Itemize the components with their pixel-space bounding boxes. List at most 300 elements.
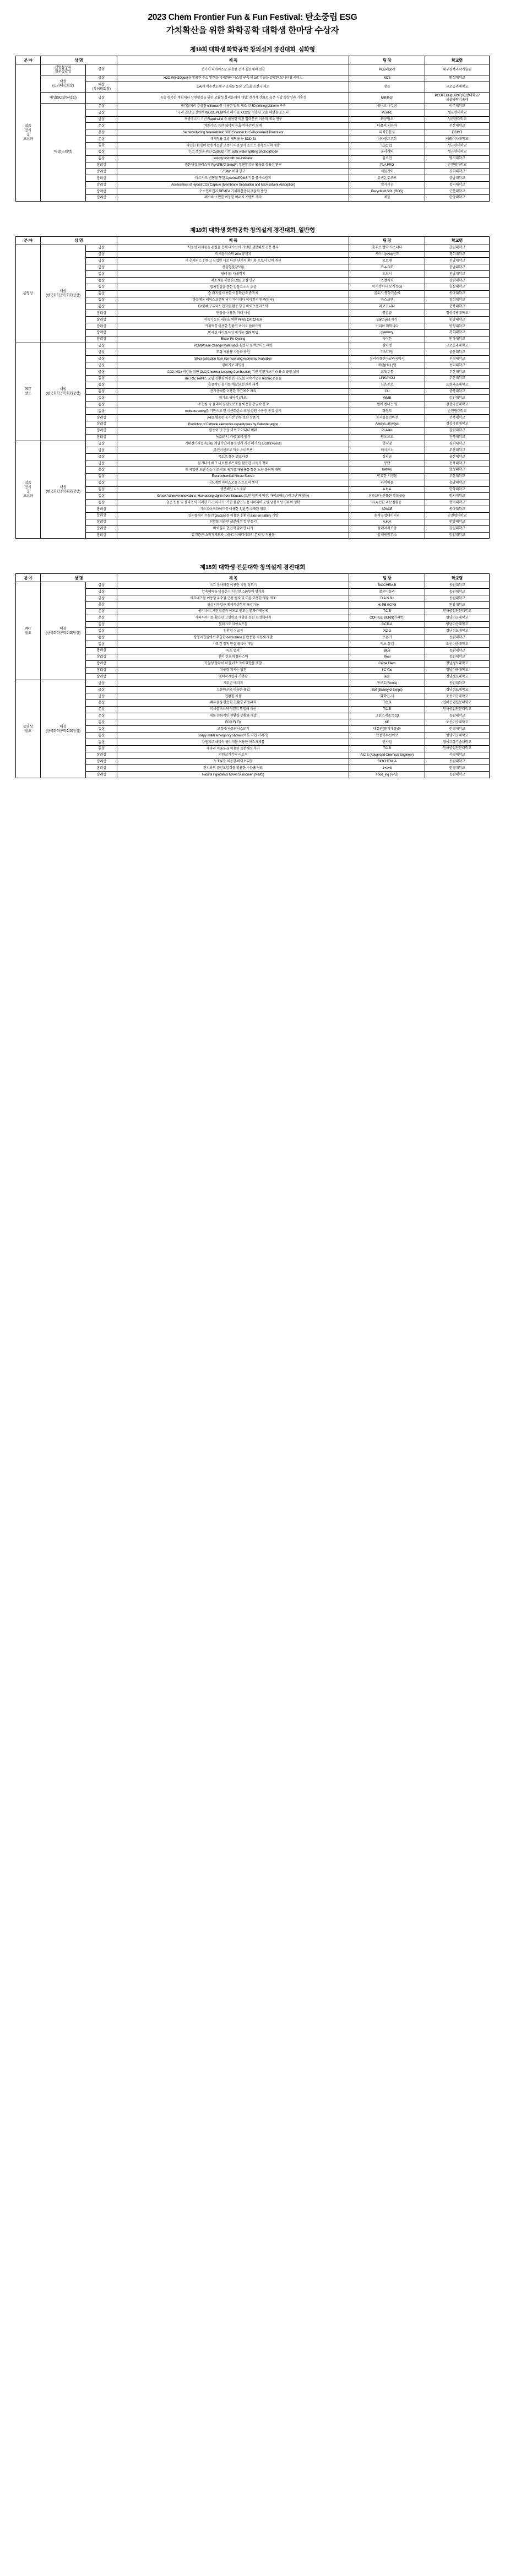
prize-cell: 장려상 (86, 310, 117, 317)
school-name-cell: 경희대학교 (425, 329, 490, 336)
prize-cell: 금상 (86, 582, 117, 589)
project-title-cell: 제파리 미융물을 이용한 생분해성 후거 (117, 745, 349, 752)
project-title-cell: 액화수소 기반 에너지 유효-비타민의 실계 (117, 123, 349, 129)
project-title-cell: 재기물처리 추출한 cellulose를 이용한 압도 제조 및 3D printing platform 구축 (117, 103, 349, 110)
prize-cell: 동상 (86, 480, 117, 486)
table-row (16, 519, 490, 525)
prize-cell: 장려상 (86, 317, 117, 323)
column-header: 학교명 (425, 236, 490, 245)
column-header: 제 목 (117, 236, 349, 245)
school-name-cell: 인하공업전문대학교 (425, 745, 490, 752)
prize-cell: 장려상 (86, 506, 117, 513)
table-row (16, 290, 490, 297)
school-name-cell: 금오공과대학교 (425, 82, 490, 93)
project-title-cell: 친환경 싱크지 (117, 628, 349, 634)
project-title-cell: 전기차 디바이스로 유용한 전기 집전체의 변신 (117, 64, 349, 75)
school-name-cell: 동원대학교 (425, 758, 490, 765)
team-name-cell: greenery (349, 329, 425, 336)
column-header: 상 명 (40, 574, 117, 582)
project-title-cell: 친활물 이용한 생분해성 컵 만들기 (117, 519, 349, 525)
award-section (15, 226, 490, 539)
school-name-cell: 인하공업전문대학교 (425, 706, 490, 713)
school-name-cell: 성균관대학교 (425, 116, 490, 123)
prize-cell: 금상 (86, 349, 117, 356)
project-title-cell: Better Re Cycling (117, 336, 349, 343)
school-name-cell: 전북대학교 (425, 434, 490, 441)
prize-cell: 금상 (86, 447, 117, 454)
prize-cell: 은상 (86, 615, 117, 621)
project-title-cell: 진이 신호에 플라스틱 (117, 654, 349, 660)
sections-container (15, 45, 490, 778)
project-title-cell: 폐조제를 이용한 CO2 포집 연구 (117, 278, 349, 284)
school-name-cell: 강원대학교 (425, 427, 490, 434)
prize-cell: 동상 (86, 402, 117, 408)
school-name-cell: 순천향대학교 (425, 512, 490, 519)
project-title-cell: 계요곤 베리지 (117, 680, 349, 687)
prize-cell: 금상 (86, 356, 117, 362)
awards-table (15, 573, 490, 778)
table-row (16, 264, 490, 271)
column-header: 학교명 (425, 56, 490, 64)
team-name-cell: Earth yes 지기 (349, 317, 425, 323)
team-name-cell: ace (349, 674, 425, 680)
project-title-cell: 벼 껍질 속 물리의 실릴로로소물 이용한 층금속 흡착 (117, 402, 349, 408)
prize-cell: 장려상 (86, 162, 117, 169)
prize-cell: 장려상 (86, 169, 117, 175)
prize-cell: 동상 (86, 142, 117, 149)
column-header: 팀 장 (349, 236, 425, 245)
prize-cell: 장려상 (86, 336, 117, 343)
school-name-cell: 동원대학교 (425, 589, 490, 595)
section-title: 제18회 대학생 전문대학 창의설계 경진대회 (199, 564, 306, 571)
project-title-cell: 물레크로 마이쇼트물 (117, 621, 349, 628)
school-name-cell: 동원대학교 (425, 582, 490, 589)
prize-cell: 장려상 (86, 434, 117, 441)
project-title-cell: Green Adhesive innovations: Harnessing Lignin from Biomass (고친 협착제 혁신: 바이오매스 'r리그닌'의 활용) (117, 493, 349, 500)
project-title-cell: 커피찌꺼기를 활용한 고형연료 개발을 통한 청정에너지 (117, 615, 349, 621)
project-title-cell: 중견이센로류 막소 스마트변 (117, 447, 349, 454)
project-title-cell: A4를 활용한 농시간 전류 보완 장품기 (117, 415, 349, 421)
team-name-cell: PLA FRO (349, 162, 425, 169)
school-name-cell: 중북대학교 (425, 388, 490, 395)
prize-cell: 장려상 (86, 512, 117, 519)
team-name-cell: WMB (349, 395, 425, 402)
school-name-cell: 조선이공대학교 (425, 719, 490, 726)
award-group-cell: 대상(SCI발론학회) (40, 93, 86, 104)
table-row (16, 532, 490, 539)
team-name-cell: 대통민(롤기개롤)물 (349, 726, 425, 733)
team-name-cell: A.H.A (349, 486, 425, 493)
team-name-cell: T.C.B (349, 745, 425, 752)
team-name-cell: 화공팀코 (349, 116, 425, 123)
table-row (16, 336, 490, 343)
project-title-cell: 생분해성 물라스틱 PLA/PBAT blend의 유연활성물 활용을 상용성 연구 (117, 162, 349, 169)
project-title-cell: 구리 권단 공정연에 WOOL PILM에서 폐기물: CO2를 이용한 고온 해열을 포스터 (117, 110, 349, 116)
table-row (16, 726, 490, 733)
team-name-cell: 김오전 (349, 155, 425, 162)
project-title-cell: 거대전기자동차LNG 적합기반의 유정설계 개선 폐기스(집GIFT:Proxe) (117, 441, 349, 447)
team-name-cell: I C You (349, 667, 425, 674)
team-name-cell: 물녀로 나무곰 (349, 103, 425, 110)
prize-cell: 은상 (86, 129, 117, 136)
team-name-cell: 유비온무로프 (349, 175, 425, 182)
table-header-row (16, 236, 490, 245)
prize-cell: 금상 (86, 687, 117, 693)
team-name-cell: SPACE (349, 506, 425, 513)
category-cell: 동영상 (16, 245, 41, 343)
project-title-cell: 생분해성 니노조류 (117, 486, 349, 493)
team-name-cell: PEARL (349, 110, 425, 116)
school-name-cell: 순천향대학교 (425, 408, 490, 415)
table-row (16, 693, 490, 700)
team-name-cell: 키보그팀 (349, 349, 425, 356)
team-name-cell: Always, all ways (349, 421, 425, 427)
prize-cell: 금상 (86, 369, 117, 376)
project-title-cell: 압력증즌 소비기제보자 소물르 이세터이즈의 본지 및 저활물 (117, 532, 349, 539)
school-name-cell: 한영대학교 (425, 765, 490, 772)
award-section (15, 563, 490, 778)
prize-cell: 동상 (86, 155, 117, 162)
team-name-cell: Blue (349, 647, 425, 654)
project-title-cell: 고정에 자몽판시스로기 (117, 726, 349, 733)
team-name-cell: COFFEE BURN(커피번) (349, 615, 425, 621)
school-name-cell: 한양대학교 (425, 519, 490, 525)
prize-cell: 금상 (86, 110, 117, 116)
prize-cell: 동상 (86, 739, 117, 746)
project-title-cell: 에너지자립과 기본왕 (117, 674, 349, 680)
school-name-cell: 부산대학교 (425, 473, 490, 480)
prize-cell: 동상 (86, 745, 117, 752)
table-row (16, 473, 490, 480)
table-row (16, 349, 490, 356)
school-name-cell: 명지대학교 (425, 155, 490, 162)
prize-cell: 장려상 (86, 188, 117, 195)
table-row (16, 621, 490, 628)
school-name-cell: 순천향대학교 (425, 162, 490, 169)
table-row (16, 699, 490, 706)
team-name-cell: 화형도 (349, 408, 425, 415)
category-cell: 작품 전시 및 포스터 (16, 441, 41, 539)
project-title-cell: 녹조로 니 카공 모복 암가 (117, 434, 349, 441)
table-row (16, 303, 490, 310)
prize-cell: 동상 (86, 641, 117, 648)
school-name-cell: 전남대학교 (425, 271, 490, 278)
project-title-cell: 항송이 닛 것을 마뜨고 아디다 버퍼 (117, 427, 349, 434)
school-name-cell: 이주대학교 (425, 103, 490, 110)
project-title-cell: 고 SMn 처리 연구 (117, 169, 349, 175)
project-title-cell: 평상기작업금 폐계계상학의 프리기물 (117, 601, 349, 608)
table-row (16, 765, 490, 772)
award-group-cell: 대상 (한국화학공학회회장상) (40, 680, 86, 778)
prize-cell: 동상 (86, 375, 117, 382)
team-name-cell: 물레지리조랑 (349, 525, 425, 532)
project-title-cell: 메요네즈물 이용한 유수감 군간 벤지 및 이물 이용한 제품 개조 (117, 595, 349, 602)
team-name-cell: NCS (349, 75, 425, 82)
awards-table (15, 56, 490, 202)
project-title-cell: 필레 물- 타물학의 (117, 271, 349, 278)
table-row (16, 395, 490, 402)
prize-cell: 금상 (86, 93, 117, 104)
school-name-cell: 경희대학교 (425, 169, 490, 175)
school-name-cell: 충북대학교 (425, 303, 490, 310)
team-name-cell: 메물 (349, 194, 425, 201)
table-row (16, 680, 490, 687)
table-row (16, 719, 490, 726)
table-row (16, 169, 490, 175)
table-row (16, 188, 490, 195)
team-name-cell: 행지칭 (349, 441, 425, 447)
school-name-cell: 영남이공대학교 (425, 615, 490, 621)
table-row (16, 408, 490, 415)
team-name-cell: 민사임 (349, 739, 425, 746)
school-name-cell: 부산대학교 (425, 375, 490, 382)
table-row (16, 245, 490, 251)
team-name-cell: 세물간이 (349, 169, 425, 175)
column-header: 제 목 (117, 574, 349, 582)
project-title-cell: 커피액를 이용한 친환경 바이오 플라스틱 (117, 323, 349, 330)
table-row (16, 329, 490, 336)
prize-cell: 장려상 (86, 427, 117, 434)
project-title-cell: 폐기로 제어적 (화로) (117, 395, 349, 402)
team-name-cell: 오브시 (349, 271, 425, 278)
project-title-cell: 녹조류를 이용한 바이오디물 (117, 758, 349, 765)
category-cell: 작품 전시 및 포스터 (16, 64, 41, 202)
table-row (16, 434, 490, 441)
table-row (16, 500, 490, 506)
prize-cell: 은상 (86, 713, 117, 719)
team-name-cell: Recycle of SOL (ROS) (349, 188, 425, 195)
school-name-cell: 동원대학교 (425, 634, 490, 641)
award-group-cell: 대상 (한국화학공학회회장상) (40, 245, 86, 343)
table-row (16, 654, 490, 660)
table-row (16, 388, 490, 395)
table-row (16, 110, 490, 116)
table-row (16, 628, 490, 634)
table-row (16, 310, 490, 317)
prize-cell: 장려상 (86, 421, 117, 427)
table-row (16, 356, 490, 362)
table-row (16, 369, 490, 376)
prize-cell: 장려상 (86, 329, 117, 336)
team-name-cell: 피직한톨로 (349, 129, 425, 136)
project-title-cell: 드롤아운물 이용한 용업 (117, 687, 349, 693)
project-title-cell: 바이올러 현전적 알라인 나가 (117, 525, 349, 532)
prize-cell: 동상 (86, 149, 117, 155)
prize-cell: 동상 (86, 493, 117, 500)
team-name-cell: 스컬지픽 (349, 278, 425, 284)
prize-cell: 금상 (86, 595, 117, 602)
school-name-cell: 강원대학교 (425, 278, 490, 284)
school-name-cell: 부산대학교 (425, 369, 490, 376)
prize-cell: 장려상 (86, 194, 117, 201)
column-header: 상 명 (40, 236, 117, 245)
project-title-cell: 실온롤레서 무물진 Glucose를 이용한 친환경 Zinc-air battery 개발 (117, 512, 349, 519)
table-row (16, 512, 490, 519)
project-title-cell: 경미기로 재밍성 (117, 362, 349, 369)
prize-cell: 은상 (86, 706, 117, 713)
prize-cell: 은상 (86, 608, 117, 615)
team-name-cell: 농저항물빈바전 (349, 415, 425, 421)
prize-cell: 장려상 (86, 758, 117, 765)
award-group-cell: 대상 (한국화학공학회회장상) (40, 441, 86, 539)
team-name-cell: 요르제 (349, 258, 425, 264)
prize-cell: 동상 (86, 621, 117, 628)
team-name-cell: T.C.B (349, 608, 425, 615)
project-title-cell: 산물형물발보환 (117, 264, 349, 271)
prize-cell: 금상 (86, 75, 117, 82)
table-row (16, 582, 490, 589)
prize-cell: 은상 (86, 136, 117, 143)
project-title-cell: 식용성 과제물을 온질을 통해 내수성이 가선된 생분해성 전분 용푸 (117, 245, 349, 251)
table-row (16, 142, 490, 149)
team-name-cell: 라이어물 (349, 480, 425, 486)
prize-cell: 동상 (86, 726, 117, 733)
team-name-cell: 이거정하나 요가정(x) (349, 284, 425, 290)
table-row (16, 75, 490, 82)
prize-cell: 동상 (86, 297, 117, 303)
team-name-cell: 키초-물검 (349, 641, 425, 648)
team-name-cell: Real (349, 654, 425, 660)
prize-cell: 동상 (86, 303, 117, 310)
prize-cell: 은상 (86, 123, 117, 129)
prize-cell: 은상 (86, 467, 117, 473)
table-row (16, 82, 490, 93)
section-spacer (15, 216, 490, 226)
project-title-cell: 비고 군사제를 이용한 기혈 정도기 (117, 582, 349, 589)
project-title-cell: 전기생애를 이용한 측간에수 처리 (117, 388, 349, 395)
prize-cell: 동상 (86, 290, 117, 297)
team-name-cell: R.A.C.E. 라보질활동 (349, 500, 425, 506)
document-page (0, 0, 505, 798)
school-name-cell: 조선이공대학교 (425, 641, 490, 648)
column-header: 분 야 (16, 236, 41, 245)
table-row (16, 454, 490, 460)
prize-cell: 동상 (86, 628, 117, 634)
project-title-cell: 녹조 앱씨: (117, 647, 349, 654)
table-row (16, 175, 490, 182)
project-title-cell: 흡물적인 물기를 예찰한 분진적 제작 (117, 382, 349, 388)
school-name-cell: 동원대학교 (425, 713, 490, 719)
school-name-cell: 영남이공대학교 (425, 667, 490, 674)
school-name-cell: 동의대학교 (425, 182, 490, 188)
project-title-cell: 자멘지르 혜리터 풀리적물 이용한 마스크제톰 (117, 739, 349, 746)
team-name-cell: 굴토기 흡착기술이 (349, 290, 425, 297)
team-name-cell: 울러게의 (349, 149, 425, 155)
prize-cell: 동상 (86, 733, 117, 739)
school-name-cell: 표형과공대학교 (425, 382, 490, 388)
project-title-cell: Natural ingredients MAAs Sunscreen (NIMS) (117, 772, 349, 778)
team-name-cell: 로온커 (349, 634, 425, 641)
project-title-cell: 가스파아프라이드를 이용한 친환경 소재된 제조 (117, 506, 349, 513)
award-group-cell: 산업통상자 원부장관상 (40, 64, 86, 75)
team-name-cell: Food_ing (푸딩) (349, 772, 425, 778)
column-header: 학교명 (425, 574, 490, 582)
prize-cell: 금상 (86, 245, 117, 251)
project-title-cell: 한지와의 결민도알직물 활용한 수분흡 넌트 (117, 765, 349, 772)
table-row (16, 667, 490, 674)
school-name-cell: 전북대학교 (425, 415, 490, 421)
school-name-cell: 동원대학교 (425, 647, 490, 654)
project-title-cell: LiAl계 이온전도체 구조체를 통한 고효율 음전극 제조 (117, 82, 349, 93)
school-name-cell: 강원대학교 (425, 245, 490, 251)
team-name-cell: 레코커니다 (349, 303, 425, 310)
team-name-cell: T.C.B (349, 699, 425, 706)
school-name-cell: 경희대학교 (425, 297, 490, 303)
table-row (16, 486, 490, 493)
table-row (16, 271, 490, 278)
school-name-cell: 동아대학교 (425, 506, 490, 513)
school-name-cell: 충남대학교 (425, 175, 490, 182)
table-row (16, 739, 490, 746)
school-name-cell: 인하공업전문대학교 (425, 699, 490, 706)
school-name-cell: 숭실대학교 (425, 284, 490, 290)
table-header-row (16, 56, 490, 64)
school-name-cell: 한양대학교 (425, 317, 490, 323)
project-title-cell: 방사성 마이오이성 폐기물 정화 방법 (117, 329, 349, 336)
prize-cell: 장려상 (86, 415, 117, 421)
project-title-cell: 미세물러스틱 정결드 발점해 개선 (117, 706, 349, 713)
table-row (16, 194, 490, 201)
project-title-cell: moisture swing를 기반으로 한 이산화탄소 포집 공원 수동증 공정 설계 (117, 408, 349, 415)
project-title-cell: 도화 재활용 자동화 방안 (117, 349, 349, 356)
team-name-cell: 콜롬콜 (349, 310, 425, 317)
column-header: 팀 장 (349, 574, 425, 582)
prize-cell: 동상 (86, 719, 117, 726)
school-name-cell: POSTECH(KAIST)/한밭대학교/서울과학기술대 (425, 93, 490, 104)
table-row (16, 116, 490, 123)
team-name-cell: 코도투통 (349, 369, 425, 376)
team-name-cell: PLAstic (349, 427, 425, 434)
school-name-cell: 동원대학교 (425, 680, 490, 687)
team-name-cell: 신음공로 (349, 382, 425, 388)
table-row (16, 93, 490, 104)
team-name-cell: Carpe Diem (349, 660, 425, 667)
school-name-cell: 강원대학교 (425, 532, 490, 539)
project-title-cell: 친환경 치물 (117, 693, 349, 700)
prize-cell: 동상 (86, 500, 117, 506)
school-name-cell: 한양대학교 (425, 194, 490, 201)
team-name-cell: 팀오브오 (349, 434, 425, 441)
prize-cell: 장려상 (86, 532, 117, 539)
team-name-cell: 욱이든 (349, 336, 425, 343)
table-row (16, 64, 490, 75)
project-title-cell: 니노계열 마이스로물 스트로의 센서 (117, 480, 349, 486)
table-row (16, 595, 490, 602)
school-name-cell: 연암대학교 (425, 601, 490, 608)
prize-cell: 장려상 (86, 647, 117, 654)
prize-cell: 장려상 (86, 182, 117, 188)
section-spacer (15, 553, 490, 563)
table-row (16, 660, 490, 667)
prize-cell: 장려상 (86, 519, 117, 525)
school-name-cell: 충남대학교 (425, 264, 490, 271)
prize-cell: 금상 (86, 264, 117, 271)
table-row (16, 129, 490, 136)
school-name-cell: 인하공업전문대학교 (425, 608, 490, 615)
school-name-cell: 부산대학교 (425, 447, 490, 454)
team-name-cell: HI-PE-BOYS (349, 601, 425, 608)
column-header: 분 야 (16, 574, 41, 582)
project-title-cell: Assessment of Hybrid CO2 Capture (Membrane Separation and MEA solvent Absorption) (117, 182, 349, 188)
team-name-cell: 커피마 화학니다 (349, 323, 425, 330)
team-name-cell: 케미니(nNo)전즈 (349, 251, 425, 258)
table-row (16, 460, 490, 467)
column-header: 팀 장 (349, 56, 425, 64)
team-name-cell: LINKAYOU (349, 375, 425, 382)
table-row (16, 103, 490, 110)
prize-cell: 동상 (86, 634, 117, 641)
project-title-cell: soapy water emergency shower(비롯 지업 이리기) (117, 733, 349, 739)
